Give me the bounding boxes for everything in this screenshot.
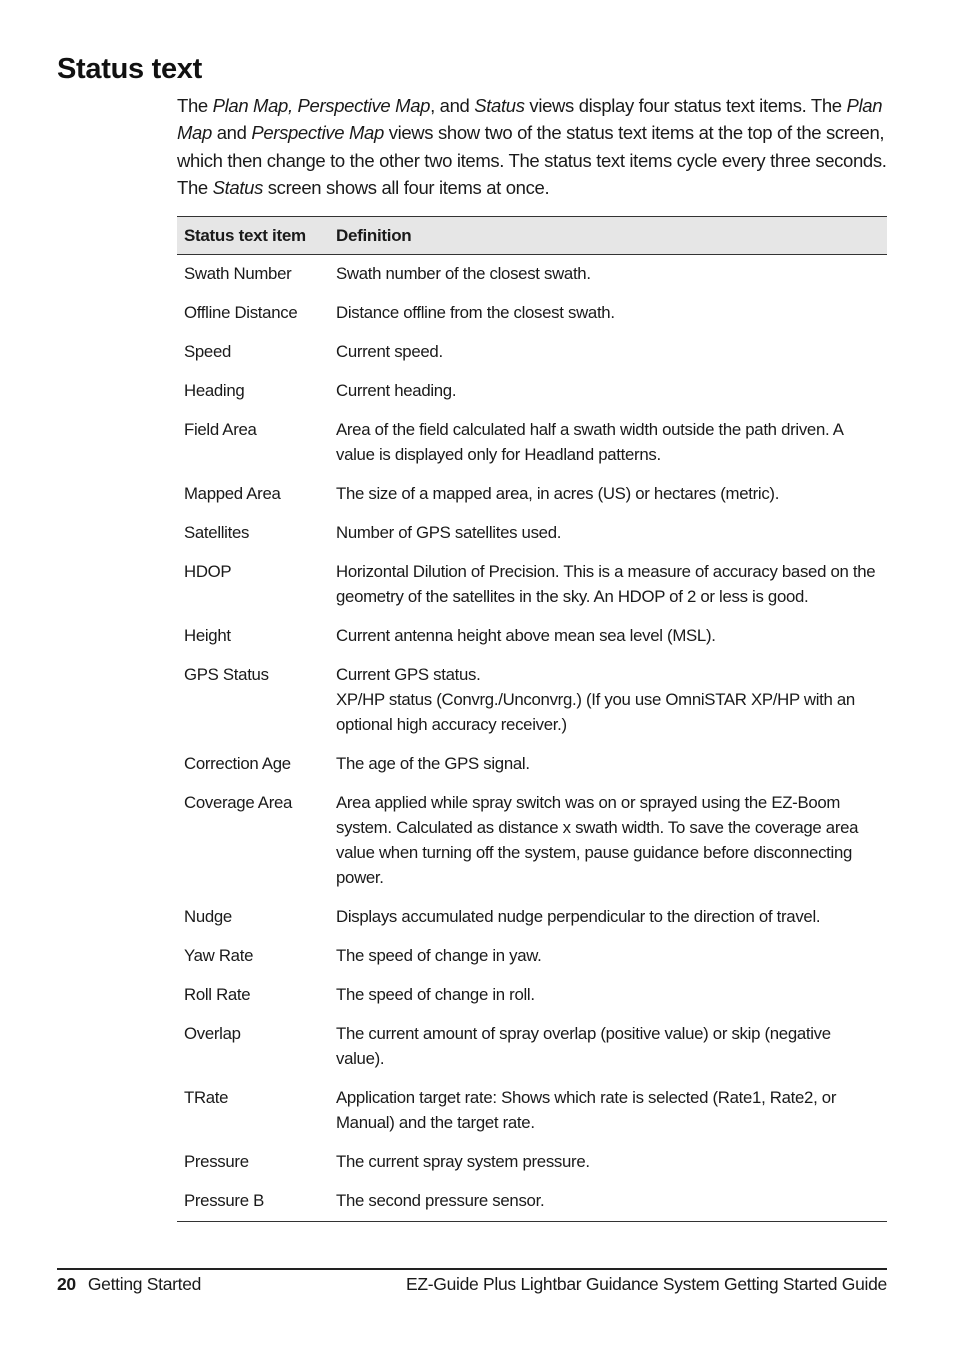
status-item-definition (329, 332, 887, 371)
table-row (177, 1142, 887, 1181)
status-item-definition (329, 616, 887, 655)
status-text-table (177, 216, 887, 1222)
status-item-name: GPS Status (184, 665, 269, 684)
status-item-definition (329, 1181, 887, 1222)
table-row (177, 410, 887, 474)
table-row (177, 744, 887, 783)
status-item-definition (329, 474, 887, 513)
table-row (177, 1014, 887, 1078)
status-item-name: Height (184, 626, 231, 645)
definition-line: The current amount of spray overlap (positive value) or skip (negative value). (336, 1024, 831, 1068)
definition-line: XP/HP status (Convrg./Unconvrg.) (If you use OmniSTAR XP/HP with an optional high accuracy receiver.) (336, 690, 855, 734)
table-row (177, 783, 887, 897)
status-item-definition (329, 1014, 887, 1078)
table-header-row (177, 217, 887, 255)
definition-line: The size of a mapped area, in acres (US) or hectares (metric). (336, 484, 780, 503)
definition-line: Application target rate: Shows which rate is selected (Rate1, Rate2, or Manual) and the target rate. (336, 1088, 837, 1132)
definition-line: The speed of change in yaw. (336, 946, 542, 965)
definition-line: The second pressure sensor. (336, 1191, 545, 1210)
table-row (177, 936, 887, 975)
status-item-name: HDOP (184, 562, 232, 581)
status-item-name: Yaw Rate (184, 946, 254, 965)
status-item-name: Pressure (184, 1152, 249, 1171)
status-item-name: Heading (184, 381, 245, 400)
definition-line: Current speed. (336, 342, 443, 361)
table-row (177, 616, 887, 655)
status-item-definition (329, 1142, 887, 1181)
column-header-definition: Definition (329, 217, 887, 255)
definition-line: The speed of change in roll. (336, 985, 535, 1004)
status-item-definition (329, 783, 887, 897)
definition-line: Current antenna height above mean sea level (MSL). (336, 626, 716, 645)
definition-line: Area applied while spray switch was on or sprayed using the EZ-Boom system. Calculated as distance x swath width. To save the coverage area value when turning off the system, pause guidance before disconnecting power. (336, 793, 859, 887)
status-item-name: Field Area (184, 420, 257, 439)
definition-line: Number of GPS satellites used. (336, 523, 562, 542)
table-row (177, 371, 887, 410)
status-item-name: Nudge (184, 907, 232, 926)
status-item-name: Correction Age (184, 754, 291, 773)
table-row (177, 897, 887, 936)
status-item-definition (329, 410, 887, 474)
intro-paragraph: The Plan Map, Perspective Map, and Status views display four status text items. The Plan Map and Perspective Map views show two of the status text items at the top of the screen, which then change to the other two items. The status text items cycle every three seconds. The Status screen shows all four items at once. (177, 95, 887, 198)
definition-line: Area of the field calculated half a swath width outside the path driven. A value is displayed only for Headland patterns. (336, 420, 843, 464)
definition-line: The age of the GPS signal. (336, 754, 530, 773)
table-row (177, 1078, 887, 1142)
definition-line: Distance offline from the closest swath. (336, 303, 615, 322)
status-item-definition (329, 936, 887, 975)
table-row (177, 474, 887, 513)
status-item-name: Coverage Area (184, 793, 293, 812)
status-item-definition (329, 255, 887, 294)
status-item-definition (329, 293, 887, 332)
status-item-definition (329, 655, 887, 744)
status-item-definition (329, 513, 887, 552)
status-item-definition (329, 975, 887, 1014)
table-row (177, 293, 887, 332)
definition-line: Swath number of the closest swath. (336, 264, 591, 283)
status-item-name: Mapped Area (184, 484, 281, 503)
footer-guide-title: EZ-Guide Plus Lightbar Guidance System Getting Started Guide (405, 1274, 887, 1294)
table-row (177, 513, 887, 552)
status-item-name: Offline Distance (184, 303, 298, 322)
status-item-name: TRate (184, 1088, 229, 1107)
table-body (177, 255, 887, 1222)
definition-line: Displays accumulated nudge perpendicular to the direction of travel. (336, 907, 821, 926)
status-item-name: Speed (184, 342, 232, 361)
table-row (177, 255, 887, 294)
status-item-name: Pressure B (177, 1181, 329, 1222)
definition-line: Current GPS status. (336, 665, 481, 684)
status-item-name: Overlap (184, 1024, 241, 1043)
status-item-name: Roll Rate (184, 985, 251, 1004)
status-item-definition (329, 744, 887, 783)
status-item-definition (329, 897, 887, 936)
status-item-name: Satellites (184, 523, 250, 542)
footer-section: Getting Started (87, 1274, 202, 1294)
table-row (177, 332, 887, 371)
definition-line: Current heading. (336, 381, 457, 400)
status-item-name: Swath Number (184, 264, 292, 283)
table-row (177, 1181, 887, 1222)
table-row (177, 975, 887, 1014)
page-title: Status text (57, 53, 202, 85)
column-header-item: Status text item (177, 217, 329, 255)
status-item-definition (329, 552, 887, 616)
page-footer (57, 1272, 887, 1296)
status-item-definition (329, 371, 887, 410)
page-number: 20 (57, 1274, 76, 1294)
table-row (177, 552, 887, 616)
definition-line: Horizontal Dilution of Precision. This is a measure of accuracy based on the geometry of the satellites in the sky. An HDOP of 2 or less is good. (336, 562, 876, 606)
table-row (177, 655, 887, 744)
footer-divider (57, 1268, 887, 1270)
definition-line: The current spray system pressure. (336, 1152, 590, 1171)
status-item-definition (329, 1078, 887, 1142)
